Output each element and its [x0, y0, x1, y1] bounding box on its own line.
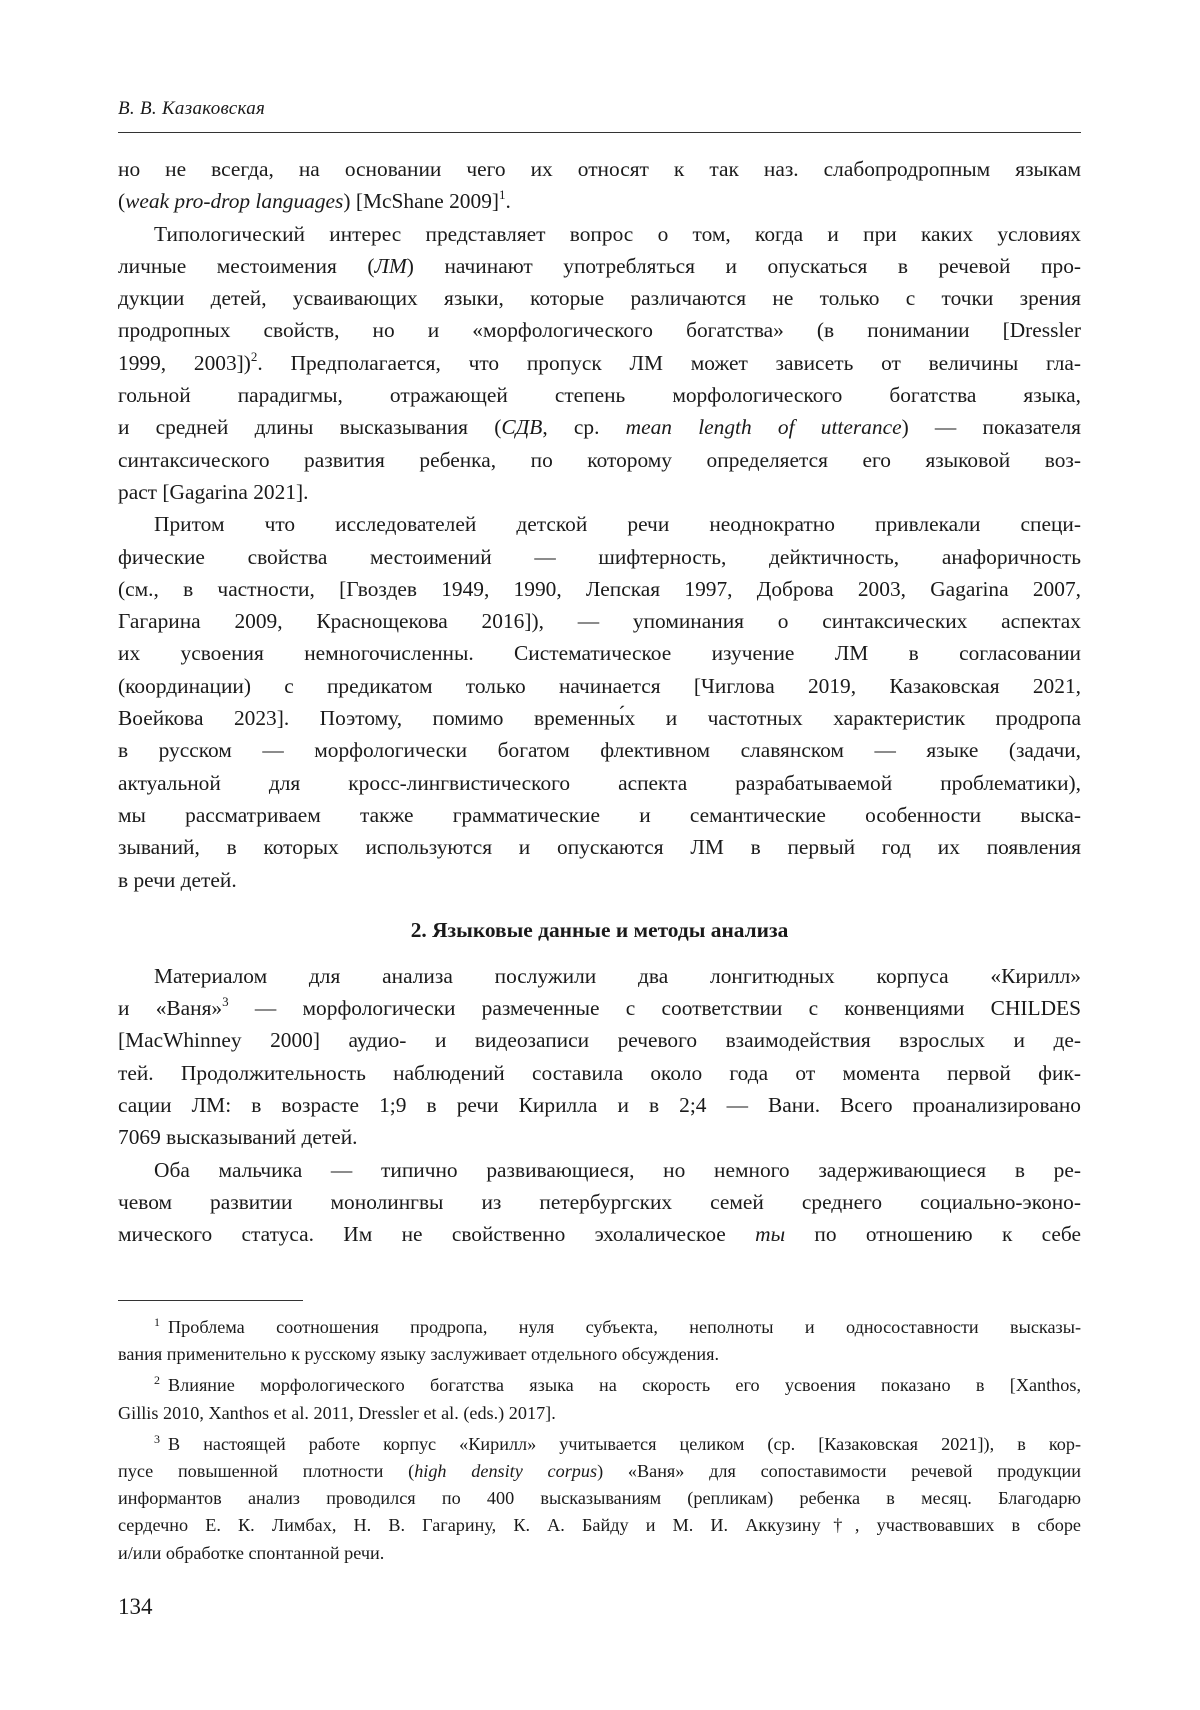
footnote-mark: 2 — [154, 1373, 160, 1388]
text-line: в речи детей. — [118, 867, 237, 892]
text-line: Оба мальчика — типично развивающиеся, но немного задерживающиеся в ре- — [154, 1157, 1081, 1182]
text-line: Гагарина 2009, Краснощекова 2016]), — упоминания о синтаксических аспектах — [118, 609, 1081, 634]
paragraph-2 — [118, 218, 1081, 509]
page-number: 134 — [118, 1594, 153, 1619]
footnote-1 — [118, 1314, 1081, 1368]
footnotes — [118, 1314, 1081, 1571]
text-line: зываний, в которых используются и опускаются ЛМ в первый год их появления — [118, 835, 1081, 860]
text-line: их усвоения немногочисленны. Систематическое изучение ЛМ в согласовании — [118, 641, 1081, 666]
text-line: Gillis 2010, Xanthos et al. 2011, Dressler et al. (eds.) 2017]. — [118, 1402, 556, 1423]
text-line: и средней длины высказывания (СДВ, ср. mean length of utterance) — показателя — [118, 415, 1081, 440]
footnote-2 — [118, 1372, 1081, 1426]
section-heading: 2. Языковые данные и методы анализа — [410, 917, 789, 942]
footnote-ref[interactable]: 1 — [499, 187, 506, 203]
footnote-mark: 1 — [154, 1315, 160, 1329]
footnote-rule — [118, 1300, 303, 1301]
text-line: продропных свойств, но и «морфологического богатства» (в понимании [Dressler — [118, 318, 1081, 343]
text-line: Притом что исследователей детской речи неоднократно привлекали специ- — [154, 512, 1081, 537]
text-line: сации ЛМ: в возрасте 1;9 в речи Кирилла и в 2;4 — Вани. Всего проанализировано — [118, 1093, 1081, 1118]
text-line: тей. Продолжительность наблюдений составила около года от момента первой фик- — [118, 1060, 1081, 1085]
paragraph-4 — [118, 960, 1081, 1154]
header-rule — [118, 132, 1081, 133]
text-line: Материалом для анализа послужили два лонгитюдных корпуса «Кирилл» — [154, 963, 1081, 988]
text-line: (см., в частности, [Гвоздев 1949, 1990, Лепская 1997, Доброва 2003, Gagarina 2007, — [118, 576, 1081, 601]
paragraph-5 — [118, 1154, 1081, 1251]
text-line: чевом развитии монолингвы из петербургских семей среднего социально-эконо- — [118, 1189, 1081, 1214]
text-line: дукции детей, усваивающих языки, которые различаются не только с точки зрения — [118, 286, 1081, 311]
text-line: гольной парадигмы, отражающей степень морфологического богатства языка, — [118, 383, 1081, 408]
text-line: пусе повышенной плотности (high density corpus) «Ваня» для сопоставимости речевой продукции — [118, 1461, 1082, 1482]
abbreviation: СДВ — [501, 415, 543, 440]
footnote-ref[interactable]: 2 — [250, 348, 258, 364]
emphasized-word: ты — [755, 1222, 786, 1247]
text-line: мы рассматриваем также грамматические и семантические особенности выска- — [118, 802, 1081, 827]
text-line: актуальной для кросс-лингвистического аспекта разрабатываемой проблематики), — [118, 770, 1081, 795]
paragraph-3 — [118, 508, 1081, 896]
text-line: $^3$ В настоящей работе корпус «Кирилл» учитывается целиком (ср. [Казаковская 2021]), в кор- — [154, 1431, 1081, 1454]
text-line: вания применительно к русскому языку заслуживает отдельного обсуждения. — [118, 1344, 720, 1365]
footnote-ref[interactable]: 3 — [222, 994, 229, 1010]
text-line: сердечно Е. К. Лимбах, Н. В. Гагарину, К. А. Байду и М. И. Аккузину†, участвовавших в сборе — [118, 1515, 1081, 1536]
text-line: в русском — морфологически богатом флективном славянском — языке (задачи, — [118, 738, 1081, 763]
text-line: $^1$ Проблема соотношения продропа, нуля субъекта, неполноты и односоставности высказы- — [154, 1315, 1081, 1337]
paragraph-1 — [118, 153, 1081, 218]
body-text — [118, 153, 1081, 1251]
term-english: weak pro-drop languages — [125, 189, 344, 214]
text-line: личные местоимения (ЛМ) начинают употребляться и опускаться в речевой про- — [118, 253, 1082, 278]
text-line: мического статуса. Им не свойственно эхолалическое ты по отношению к себе — [118, 1222, 1082, 1247]
text-line: $^2$ Влияние морфологического богатства языка на скорость его усвоения показано в [Xanthos, — [154, 1373, 1081, 1396]
footnote-3 — [118, 1431, 1081, 1567]
term-english: high density corpus — [414, 1461, 598, 1482]
text-line: и/или обработке спонтанной речи. — [118, 1542, 385, 1563]
abbreviation: ЛМ — [374, 253, 407, 278]
running-head: В. В. Казаковская — [118, 98, 266, 119]
text-line: (координации) с предикатом только начинается [Чиглова 2019, Казаковская 2021, — [118, 673, 1081, 698]
text-line: раст [Gagarina 2021]. — [118, 479, 309, 504]
term-english: mean length of utterance — [625, 415, 902, 440]
text-line: информантов анализ проводился по 400 высказываниям (репликам) ребенка в месяц. Благодарю — [118, 1488, 1081, 1509]
text-line: (weak pro-drop languages) [McShane 2009]$^1$. — [118, 187, 511, 214]
text-line: синтаксического развития ребенка, по которому определяется его языковой воз- — [118, 447, 1081, 472]
text-line: и «Ваня»$^3$ — морфологически размеченные с соответствии с конвенциями CHILDES — [118, 994, 1081, 1021]
text-line: [MacWhinney 2000] аудио- и видеозаписи речевого взаимодействия взрослых и де- — [118, 1028, 1081, 1053]
text-line: но не всегда, на основании чего их относят к так наз. слабопродропным языкам — [118, 157, 1081, 181]
text-line: фические свойства местоимений — шифтерность, дейктичность, анафоричность — [118, 544, 1081, 569]
text-line: 7069 высказываний детей. — [118, 1125, 358, 1150]
text-line: Типологический интерес представляет вопрос о том, когда и при каких условиях — [154, 221, 1081, 246]
text-line: 1999, 2003])$^2$. Предполагается, что пропуск ЛМ может зависеть от величины гла- — [118, 348, 1081, 375]
text-line: Воейкова 2023]. Поэтому, помимо временны́х и частотных характеристик продропа — [118, 706, 1081, 731]
footnote-mark: 3 — [154, 1431, 160, 1446]
